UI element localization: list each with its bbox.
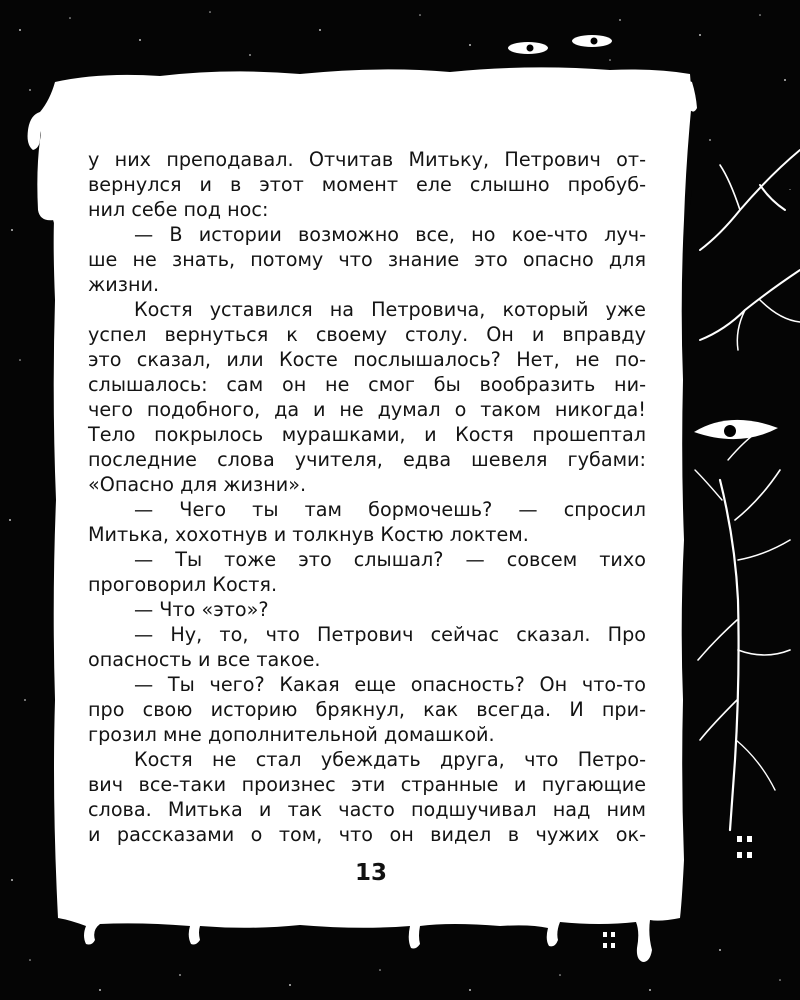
text-line: слышалось: сам он не смог бы вообразить ни- [88,373,646,396]
text-line: — Что «это»? [134,598,269,621]
text-line: последние слова учителя, едва шевеля губами: [88,448,646,471]
text-line: грозил мне дополнительной домашкой. [88,723,495,746]
text-line: это сказал, или Косте послышалось? Нет, не по- [88,348,646,371]
text-line: проговорил Костя. [88,573,278,596]
text-line: чего подобного, да и не думал о таком никогда! [88,398,646,421]
text-line: «Опасно для жизни». [88,473,307,496]
text-line: вернулся и в этот момент еле слышно пробуб- [88,173,646,196]
text-line: Костя уставился на Петровича, который уже [134,298,646,321]
body-text [88,147,646,847]
text-line: про свою историю брякнул, как всегда. И при- [88,698,646,721]
text-line: у них преподавал. Отчитав Митьку, Петрович от- [88,148,646,171]
text-line: и рассказами о том, что он видел в чужих ок- [88,823,646,846]
text-line: — Чего ты там бормочешь? — спросил [134,498,646,521]
text-line: опасность и все такое. [88,648,321,671]
text-line: Костя не стал убеждать друга, что Петро- [134,748,646,771]
text-line: — В истории возможно все, но кое-что луч- [134,223,646,246]
page-number: 13 [354,860,387,886]
text-line: вич все-таки произнес эти странные и пугающие [88,773,646,796]
text-line: Митька, хохотнув и толкнув Костю локтем. [88,523,529,546]
text-line: успел вернуться к своему столу. Он и вправду [88,323,646,346]
text-line: — Ты чего? Какая еще опасность? Он что-то [134,673,646,696]
paper-drip [28,112,40,150]
text-line: Тело покрылось мурашками, и Костя прошептал [88,423,646,446]
text-line: — Ты тоже это слышал? — совсем тихо [134,548,646,571]
forest-shadow [686,190,800,910]
eyes-top [508,35,612,54]
text-line: нил себе под нос: [88,198,269,221]
text-line: слова. Митька и так часто подшучивал над ним [88,798,646,821]
text-line: ше не знать, потому что знание это опасно для [88,248,646,271]
text-line: жизни. [88,273,160,296]
text-line: — Ну, то, что Петрович сейчас сказал. Про [134,623,646,646]
